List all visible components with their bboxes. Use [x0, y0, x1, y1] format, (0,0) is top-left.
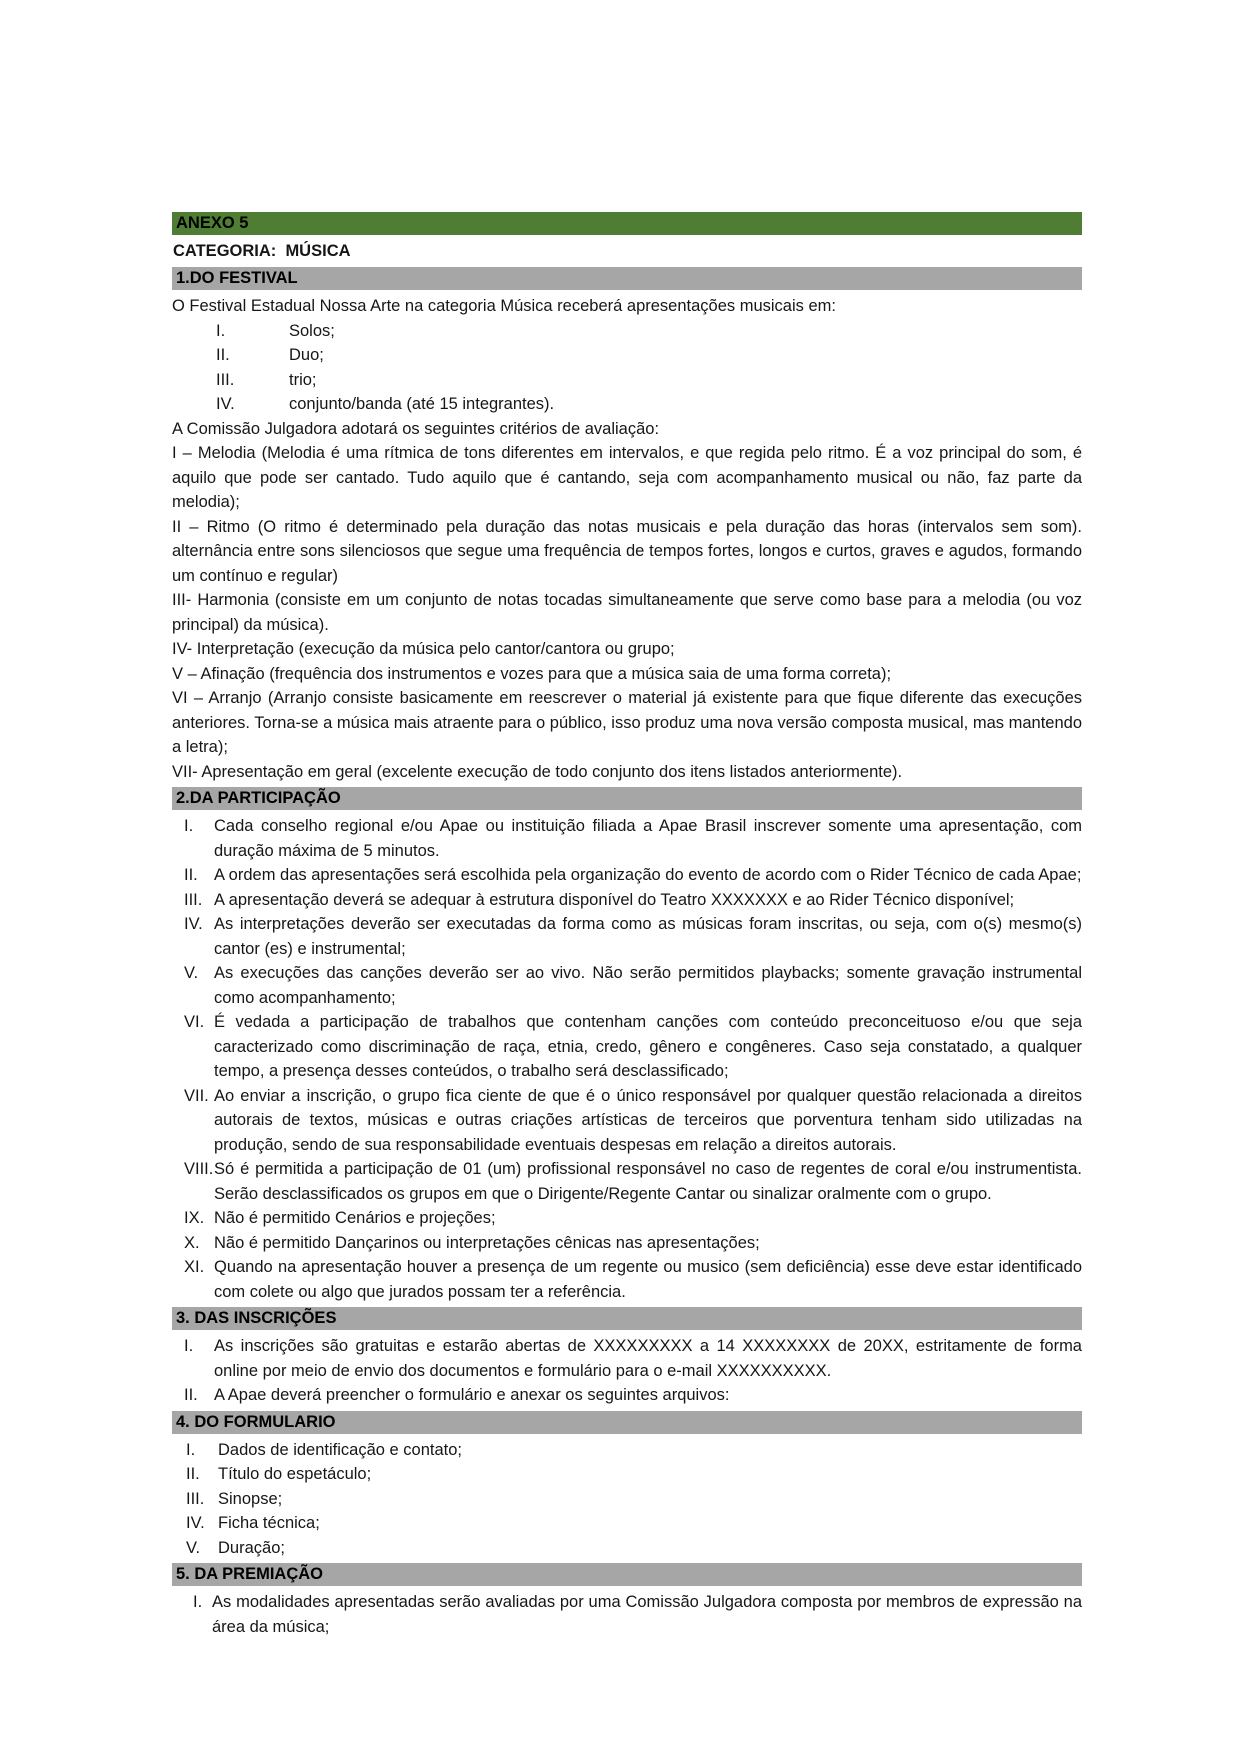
list-item: [172, 368, 1082, 393]
list-item-text: A ordem das apresentações será escolhida pela organização do evento de acordo com o Rider Técnico de cada Apae;: [214, 866, 1082, 884]
criterion-interpretacao: IV- Interpretação (execução da música pelo cantor/cantora ou grupo;: [172, 640, 675, 658]
list-marker: IV.: [186, 1514, 205, 1532]
list-marker: II.: [186, 1465, 200, 1483]
list-item: [172, 1255, 1082, 1304]
section-premiacao-title: 5. DA PREMIAÇÃO: [176, 1565, 323, 1583]
list-marker: X.: [184, 1233, 200, 1252]
criterion-harmonia: III- Harmonia (consiste em um conjunto de notas tocadas simultaneamente que serve como base para a melodia (ou voz principal) da música).: [172, 591, 1082, 634]
list-marker: IX.: [184, 1209, 205, 1227]
list-item: [172, 1462, 1082, 1487]
list-marker: IV.: [216, 395, 235, 413]
list-marker: II.: [216, 346, 230, 364]
section-formulario-title: 4. DO FORMULARIO: [176, 1412, 336, 1431]
anexo-header-bar: [172, 212, 1082, 235]
presentation-types-list: [172, 319, 1082, 417]
section-inscricoes-title: 3. DAS INSCRIÇÕES: [176, 1309, 337, 1327]
premiacao-list: [172, 1590, 1082, 1639]
list-item-text: Duo;: [289, 346, 324, 364]
list-item: [172, 1334, 1082, 1383]
section-inscricoes-header: [172, 1307, 1082, 1330]
list-item: [172, 319, 1082, 344]
list-marker: I.: [216, 321, 226, 340]
list-item-text: Quando na apresentação houver a presença de um regente ou musico (sem deficiência) esse deve estar identificado com colete ou algo que jurados possam ter a referência.: [214, 1258, 1082, 1301]
list-item: [172, 343, 1082, 368]
list-item: [172, 392, 1082, 417]
list-item-text: Não é permitido Dançarinos ou interpretações cênicas nas apresentações;: [214, 1233, 760, 1252]
list-marker: III.: [186, 1489, 205, 1508]
list-marker: V.: [184, 964, 199, 982]
list-item-text: Ao enviar a inscrição, o grupo fica ciente de que é o único responsável por qualquer questão relacionada a direitos autorais de textos, músicas e outras criações artísticas de terceiros que porventura tenham sido utilizadas na produção, sendo de sua responsabilidade eventuais despesas em relação a direitos autorais.: [214, 1086, 1082, 1154]
list-item: [172, 1084, 1082, 1158]
list-item: [172, 1157, 1082, 1206]
list-marker: II.: [184, 1386, 198, 1404]
list-item: [172, 1231, 1082, 1256]
section-festival-title: 1.DO FESTIVAL: [176, 269, 298, 287]
list-item: [172, 1487, 1082, 1512]
list-marker: II.: [184, 866, 198, 884]
list-item-text: Não é permitido Cenários e projeções;: [214, 1209, 496, 1227]
list-item: [172, 863, 1082, 888]
list-item-text: conjunto/banda (até 15 integrantes).: [289, 395, 555, 413]
list-marker: XI.: [184, 1258, 205, 1276]
category-line: CATEGORIA: MÚSICA: [173, 242, 351, 260]
section-participacao-header: [172, 787, 1082, 810]
list-item: [172, 1383, 1082, 1408]
list-marker: VI.: [184, 1013, 205, 1031]
list-item: [172, 1010, 1082, 1084]
list-marker: I.: [186, 1440, 196, 1459]
section-formulario-header: [172, 1411, 1082, 1434]
festival-intro: O Festival Estadual Nossa Arte na categoria Música receberá apresentações musicais em:: [172, 297, 836, 315]
list-item-text: Cada conselho regional e/ou Apae ou instituição filiada a Apae Brasil inscrever somente uma apresentação, com duração máxima de 5 minutos.: [214, 817, 1082, 860]
list-marker: VII.: [184, 1086, 209, 1105]
list-item-text: Dados de identificação e contato;: [218, 1440, 462, 1459]
list-marker: VIII.: [184, 1160, 214, 1178]
list-item-text: Título do espetáculo;: [218, 1465, 372, 1483]
participacao-list: [172, 814, 1082, 1304]
list-item-text: As execuções das canções deverão ser ao vivo. Não serão permitidos playbacks; somente gravação instrumental como acompanhamento;: [214, 964, 1082, 1007]
list-item-text: A Apae deverá preencher o formulário e anexar os seguintes arquivos:: [214, 1386, 730, 1404]
criterion-apresentacao: VII- Apresentação em geral (excelente execução de todo conjunto dos itens listados anteriormente).: [172, 762, 903, 781]
inscricoes-list: [172, 1334, 1082, 1408]
criteria-intro: A Comissão Julgadora adotará os seguintes critérios de avaliação:: [172, 419, 660, 438]
list-marker: IV.: [184, 915, 203, 933]
list-item-text: As interpretações deverão ser executadas da forma como as músicas foram inscritas, ou seja, com o(s) mesmo(s) cantor (es) e instrumental;: [214, 915, 1082, 958]
list-item: [172, 888, 1082, 913]
list-marker: III.: [216, 370, 235, 389]
list-item-text: Solos;: [289, 321, 335, 340]
list-item-text: A apresentação deverá se adequar à estrutura disponível do Teatro XXXXXXX e ao Rider Técnico disponível;: [214, 890, 1015, 909]
list-item: [172, 814, 1082, 863]
section-premiacao-header: [172, 1563, 1082, 1586]
formulario-list: [172, 1438, 1082, 1561]
list-item: [172, 1206, 1082, 1231]
list-item-text: trio;: [289, 370, 317, 389]
anexo-title: ANEXO 5: [176, 214, 249, 232]
section-festival-header: [172, 267, 1082, 290]
list-marker: I.: [184, 1337, 194, 1355]
list-item-text: Só é permitida a participação de 01 (um) profissional responsável no caso de regentes de coral e/ou instrumentista. Serão desclassificados os grupos em que o Dirigente/Regente Cantar ou sinalizar oralmente com o grupo.: [214, 1160, 1082, 1203]
list-item: [172, 1590, 1082, 1639]
list-marker: III.: [184, 890, 203, 909]
list-item: [172, 912, 1082, 961]
list-item: [172, 961, 1082, 1010]
list-item-text: É vedada a participação de trabalhos que contenham canções com conteúdo preconceituoso e/ou que seja caracterizado como discriminação de raça, etnia, credo, gênero e congêneres. Caso seja constatado, a qualquer tempo, a presença desses conteúdos, o trabalho será desclassificado;: [214, 1013, 1082, 1080]
list-marker: I.: [193, 1593, 203, 1611]
list-item-text: As inscrições são gratuitas e estarão abertas de XXXXXXXXX a 14 XXXXXXXX de 20XX, estritamente de forma online por meio de envio dos documentos e formulário para o e-mail XXXXXXXXXX.: [214, 1337, 1082, 1380]
list-marker: I.: [184, 817, 194, 835]
list-item-text: Duração;: [218, 1538, 285, 1557]
list-item-text: As modalidades apresentadas serão avaliadas por uma Comissão Julgadora composta por membros de expressão na área da música;: [212, 1593, 1082, 1636]
document-content: [172, 212, 1082, 1639]
list-item-text: Sinopse;: [218, 1489, 283, 1508]
criterion-arranjo: VI – Arranjo (Arranjo consiste basicamente em reescrever o material já existente para que fique diferente das execuções anteriores. Torna-se a música mais atraente para o público, isso produz uma nova versão composta musical, mas mantendo a letra);: [172, 689, 1082, 756]
list-item: [172, 1536, 1082, 1561]
list-item: [172, 1511, 1082, 1536]
criterion-ritmo: II – Ritmo (O ritmo é determinado pela duração das notas musicais e pela duração das horas (intervalos sem som). alternância entre sons silenciosos que segue uma frequência de tempos fortes, longos e curtos, graves e agudos, formando um contínuo e regular): [172, 517, 1082, 585]
criterion-afinacao: V – Afinação (frequência dos instrumentos e vozes para que a música saia de uma forma correta);: [172, 664, 892, 683]
list-item-text: Ficha técnica;: [218, 1514, 320, 1532]
criterion-melodia: I – Melodia (Melodia é uma rítmica de tons diferentes em intervalos, e que regida pelo ritmo. É a voz principal do som, é aquilo que pode ser cantado. Tudo aquilo que é cantando, seja com acompanhamento musical ou não, faz parte da melodia);: [172, 444, 1082, 511]
list-marker: V.: [186, 1538, 201, 1557]
list-item: [172, 1438, 1082, 1463]
section-participacao-title: 2.DA PARTICIPAÇÃO: [176, 789, 341, 807]
